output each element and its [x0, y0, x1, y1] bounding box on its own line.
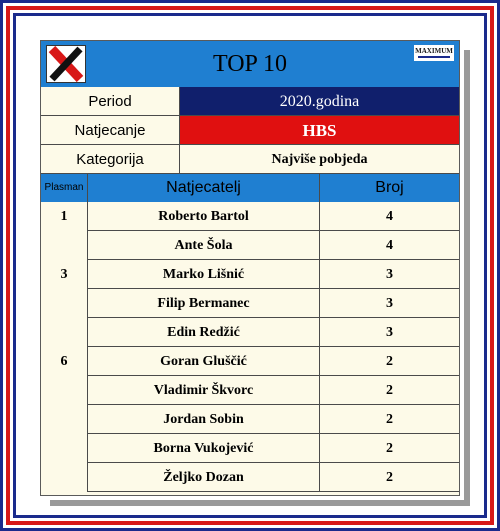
kategorija-label: Kategorija [41, 145, 180, 174]
count-cell: 2 [320, 347, 459, 376]
rank-cell: 3 [41, 260, 88, 289]
rank-cell: 1 [41, 202, 88, 231]
info-row-natjecanje [41, 116, 459, 145]
rank-cell [41, 405, 88, 434]
count-cell: 4 [320, 231, 459, 260]
competitor-cell: Roberto Bartol [88, 202, 320, 231]
competitor-cell: Borna Vukojević [88, 434, 320, 463]
rank-cell [41, 463, 88, 492]
rank-cell [41, 231, 88, 260]
table-row [41, 463, 459, 492]
table-row [41, 231, 459, 260]
rank-cell [41, 434, 88, 463]
rank-cell [41, 318, 88, 347]
table-row [41, 318, 459, 347]
table-header [41, 174, 459, 202]
count-cell: 2 [320, 463, 459, 492]
competitor-cell: Marko Lišnić [88, 260, 320, 289]
count-cell: 3 [320, 260, 459, 289]
table-row [41, 376, 459, 405]
period-value: 2020.godina [180, 87, 459, 116]
natjecanje-value: HBS [180, 116, 459, 145]
count-cell: 2 [320, 405, 459, 434]
competitor-cell: Goran Gluščić [88, 347, 320, 376]
x-logo-icon [46, 45, 86, 83]
info-row-period [41, 87, 459, 116]
competitor-cell: Vladimir Škvorc [88, 376, 320, 405]
count-cell: 4 [320, 202, 459, 231]
page-title: TOP 10 [212, 51, 287, 77]
count-cell: 3 [320, 289, 459, 318]
rank-cell [41, 376, 88, 405]
table-row [41, 202, 459, 231]
count-cell: 2 [320, 376, 459, 405]
column-header-broj: Broj [375, 179, 404, 196]
table-row [41, 260, 459, 289]
table-row [41, 289, 459, 318]
competitor-cell: Filip Bermanec [88, 289, 320, 318]
kategorija-value: Najviše pobjeda [180, 145, 459, 174]
competitor-cell: Željko Dozan [88, 463, 320, 492]
info-row-kategorija [41, 145, 459, 174]
count-cell: 3 [320, 318, 459, 347]
natjecanje-label: Natjecanje [41, 116, 180, 145]
column-header-natjecatelj: Natjecatelj [88, 174, 320, 202]
competitor-cell: Jordan Sobin [88, 405, 320, 434]
maximum-logo-text: MAXIMUM [415, 47, 453, 55]
table-row [41, 405, 459, 434]
column-header-plasman: Plasman [41, 174, 88, 202]
competitor-cell: Ante Šola [88, 231, 320, 260]
title-bar [41, 41, 459, 87]
competitor-cell: Edin Redžić [88, 318, 320, 347]
table-row [41, 434, 459, 463]
count-cell: 2 [320, 434, 459, 463]
period-label: Period [41, 87, 180, 116]
maximum-logo [414, 45, 454, 61]
rank-cell: 6 [41, 347, 88, 376]
table-row [41, 347, 459, 376]
rank-cell [41, 289, 88, 318]
